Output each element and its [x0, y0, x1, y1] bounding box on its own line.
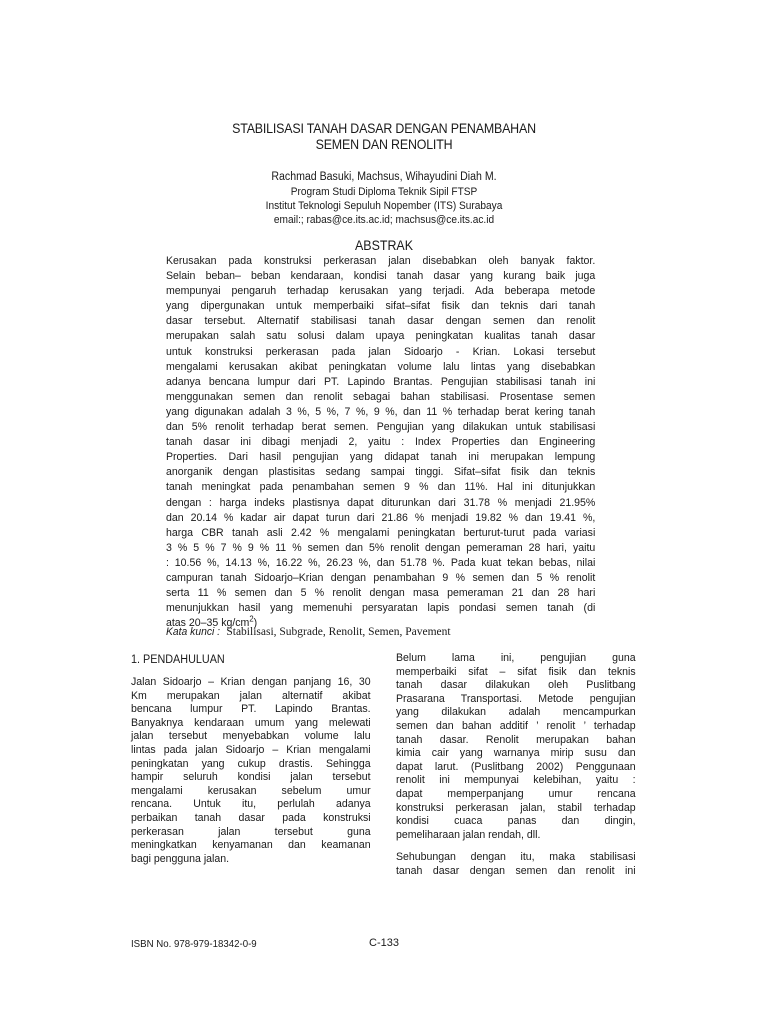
- intro-line: dapat memperpanjang umur rencana: [396, 787, 636, 800]
- abstract-body: [166, 254, 596, 631]
- abstract-line: Selain beban– beban kendaraan, kondisi tanah dasar yang kurang baik juga: [166, 270, 596, 283]
- paper-title-line-2: SEMEN DAN RENOLITH: [315, 137, 453, 152]
- intro-line: semen dan bahan additif ’ renolit ’ terhadap: [396, 719, 636, 732]
- intro-line: tanah dasar dilakukan oleh Puslitbang: [396, 679, 636, 692]
- abstract-line: tanah dasar ini dibagi menjadi 2, yaitu : Index Properties dan Engineering: [166, 436, 596, 449]
- intro-line: bencana lumpur PT. Lapindo Brantas.: [131, 703, 371, 716]
- abstract-last-paren: ): [253, 617, 258, 630]
- abstract-line: serta 11 % semen dan 5 % renolit dengan masa pemeraman 21 dan 28 hari: [166, 587, 596, 600]
- footer-page-number: C-133: [369, 937, 399, 949]
- abstract-line: mengalami kerusakan akibat peningkatan volume lalu lintas yang disebabkan: [166, 360, 596, 373]
- paper-title-line-1: STABILISASI TANAH DASAR DENGAN PENAMBAHAN: [232, 121, 536, 136]
- intro-line: kondisi cuaca panas dan dingin,: [396, 815, 636, 828]
- abstract-line: adanya bencana lumpur dari PT. Lapindo Brantas. Pengujian stabilisasi tanah ini: [166, 375, 596, 388]
- abstract-last-text: atas 20–35 kg/cm: [166, 617, 250, 630]
- footer-isbn: ISBN No. 978-979-18342-0-9: [131, 938, 257, 950]
- intro-line: tanah dasar dengan semen dan renolit ini: [396, 864, 636, 877]
- intro-line: dapat larut. (Puslitbang 2002) Penggunaan: [396, 760, 636, 773]
- abstract-line: dengan : harga indeks plastisnya dapat diturunkan dari 31.78 % menjadi 21.95%: [166, 496, 596, 509]
- intro-line: konstruksi perkerasan jalan, stabil terhadap: [396, 801, 636, 814]
- abstract-line: : 10.56 %, 14.13 %, 16.22 %, 26.23 %, dan 51.78 %. Pada kuat tekan bebas, nilai: [166, 556, 596, 569]
- abstract-line: untuk konstruksi perkerasan pada jalan Sidoarjo - Krian. Lokasi tersebut: [166, 345, 596, 358]
- intro-line: jalan tersebut menyebabkan volume lalu: [131, 730, 371, 743]
- left-column: [131, 652, 371, 866]
- intro-line: bagi pengguna jalan.: [131, 852, 230, 865]
- intro-line: perbaikan tanah dasar pada konstruksi: [131, 811, 371, 824]
- keywords: [166, 625, 596, 640]
- abstract-line: campuran tanah Sidoarjo–Krian dengan penambahan 9 % semen dan 5 % renolit: [166, 571, 596, 584]
- abstract-line: dan 5% renolit terhadap berat semen. Pengujian yang dilakukan untuk stabilisasi: [166, 421, 596, 434]
- intro-line: perkerasan jalan tersebut guna: [131, 825, 371, 838]
- intro-line: renolit ini mempunyai kelebihan, yaitu :: [396, 774, 636, 787]
- intro-line: tanah dasar. Renolit merupakan bahan: [396, 733, 636, 746]
- intro-line: Jalan Sidoarjo – Krian dengan panjang 16, 30: [131, 676, 371, 688]
- intro-line: yang dilakukan adalah mencampurkan: [396, 706, 636, 719]
- abstract-line: Properties. Dari hasil pengujian yang didapat tanah ini merupakan lempung: [166, 451, 596, 464]
- abstract-line: yang dipergunakan untuk memperbaiki sifat–sifat fisik dan teknis dari tanah: [166, 300, 596, 313]
- intro-line: Sehubungan dengan itu, maka stabilisasi: [396, 851, 636, 864]
- abstract-heading: ABSTRAK: [355, 238, 413, 253]
- abstract-line: merupakan salah satu solusi dalam upaya peningkatan kualitas tanah dasar: [166, 330, 596, 343]
- intro-line: Belum lama ini, pengujian guna: [396, 652, 636, 664]
- abstract-line: harga CBR tanah asli 2.42 % mengalami peningkatan berturut-turut pada variasi: [166, 526, 596, 539]
- abstract-line: dasar tersebut. Alternatif stabilisasi tanah dasar dengan semen dan renolit: [166, 315, 596, 328]
- affiliation-program: Program Studi Diploma Teknik Sipil FTSP: [290, 186, 478, 198]
- abstract-line: dan 20.14 % kadar air dapat turun dari 21.86 % menjadi 19.82 % dan 19.41 %,: [166, 511, 596, 524]
- intro-line: Prasarana Transportasi. Metode pengujian: [396, 692, 636, 705]
- affiliation-institute: Institut Teknologi Sepuluh Nopember (ITS) Surabaya: [265, 200, 503, 212]
- intro-line: Km merupakan jalan alternatif akibat: [131, 689, 371, 702]
- abstract-line: Kerusakan pada konstruksi perkerasan jalan disebabkan oleh banyak faktor.: [166, 255, 596, 267]
- intro-line: kimia cair yang warnanya mirip susu dan: [396, 747, 636, 760]
- abstract-line: anorganik dengan plastisitas sedang sampai tinggi. Sifat–sifat fisik dan teknis: [166, 466, 596, 479]
- intro-line: lintas pada jalan Sidoarjo – Krian mengalami: [131, 743, 371, 756]
- abstract-superscript: 2: [249, 614, 254, 624]
- abstract-line: tanah meningkat pada penambahan semen 9 % dan 11%. Hal ini ditunjukkan: [166, 481, 596, 494]
- paragraph-gap: [396, 842, 636, 851]
- right-column: [396, 652, 636, 879]
- keywords-value: Stabilisasi, Subgrade, Renolit, Semen, Pavement: [223, 626, 451, 638]
- abstract-line: mempunyai pengaruh terhadap kerusakan yang terjadi. Ada beberapa metode: [166, 285, 596, 298]
- authors: Rachmad Basuki, Machsus, Wihayudini Diah M.: [271, 171, 497, 183]
- intro-line: hampir seluruh kondisi jalan tersebut: [131, 771, 371, 784]
- intro-line: mengalami kerusakan sebelum umur: [131, 784, 371, 797]
- section-heading: 1. PENDAHULUAN: [131, 654, 225, 666]
- intro-line: meningkatkan kenyamanan dan keamanan: [131, 839, 371, 852]
- abstract-line: 3 % 5 % 7 % 9 % 11 % semen dan 5% renolit dengan pemeraman 28 hari, yaitu: [166, 541, 596, 554]
- intro-line: Banyaknya kendaraan umum yang melewati: [131, 716, 371, 729]
- keywords-label: Kata kunci :: [166, 626, 221, 638]
- affiliation-email: email:; rabas@ce.its.ac.id; machsus@ce.its.ac.id: [273, 214, 495, 226]
- abstract-line: yang digunakan adalah 3 %, 5 %, 7 %, 9 %, dan 11 % terhadap berat kering tanah: [166, 405, 596, 418]
- abstract-line: menggunakan semen dan renolit sebagai bahan stabilisasi. Prosentase semen: [166, 390, 596, 403]
- intro-line: memperbaiki sifat – sifat fisik dan teknis: [396, 665, 636, 678]
- abstract-line: menunjukkan hasil yang memenuhi persyaratan lapis pondasi semen tanah (di: [166, 602, 596, 615]
- intro-line: pemeliharaan jalan rendah, dll.: [396, 828, 541, 841]
- intro-line: peningkatan yang cukup drastis. Sehingga: [131, 757, 371, 770]
- intro-line: rencana. Untuk itu, perlulah adanya: [131, 798, 371, 811]
